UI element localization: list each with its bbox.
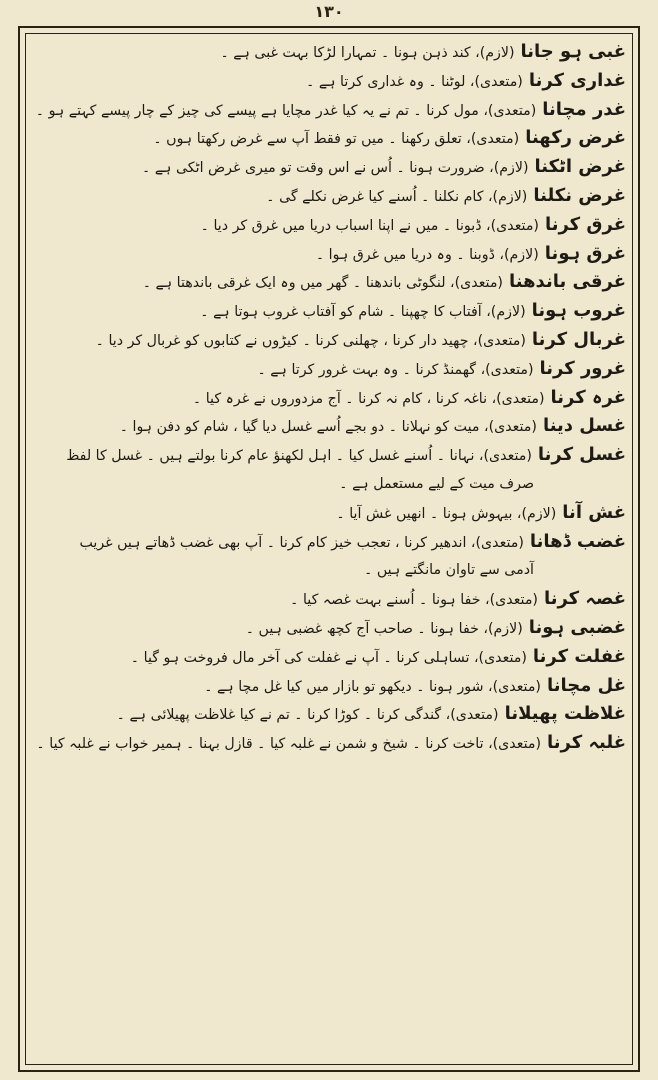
dictionary-entry (34, 441, 626, 470)
entry-headword: غلبہ کرنا (547, 732, 626, 754)
entry-headword: غضبی ہونا (528, 616, 626, 638)
entry-headword: غرق کرنا (544, 213, 626, 235)
entry-definition: (متعدی)، تعلق رکھنا ۔ میں تو فقط آپ سے غرض رکھتا ہوں ۔ (153, 131, 520, 148)
entry-headword: غسل دینا (542, 415, 626, 437)
entry-headword: غسل کرنا (537, 444, 626, 466)
entry-definition: (لازم)، کند ذہن ہونا ۔ تمہارا لڑکا بہت غبی ہے ۔ (220, 45, 515, 61)
entry-headword: غرض رکھنا (525, 127, 626, 149)
entry-headword: غربال کرنا (531, 328, 626, 350)
entry-headword: غفلت کرنا (532, 645, 626, 667)
entry-headword: غدر مچانا (542, 98, 626, 120)
dictionary-entry (34, 528, 626, 557)
dictionary-entry (34, 614, 626, 643)
dictionary-entry (34, 499, 626, 528)
entry-headword: غرض نکلنا (533, 184, 626, 206)
entry-headword: غداری کرنا (528, 69, 626, 91)
dictionary-entry (34, 182, 626, 211)
dictionary-entry (34, 412, 626, 441)
dictionary-entry (34, 211, 626, 240)
dictionary-entry (34, 153, 626, 182)
entry-definition: (متعدی)، نہانا ۔ اُسنے غسل کیا ۔ اہل لکھنؤ عام کرنا بولتے ہیں ۔ غسل کا لفظ (66, 448, 532, 465)
dictionary-entry (34, 67, 626, 96)
entry-headword: غرور کرنا (539, 357, 626, 379)
entry-headword: غضب ڈھانا (529, 530, 626, 552)
dictionary-entry (34, 124, 626, 153)
entry-continuation: صرف میت کے لیے مستعمل ہے ۔ (339, 475, 534, 492)
dictionary-entry (34, 268, 626, 297)
entry-definition: (متعدی)، لوٹنا ۔ وہ غداری کرتا ہے ۔ (306, 73, 523, 90)
entry-headword: غبی ہو جانا (520, 41, 626, 62)
entry-definition: (متعدی)، ڈبونا ۔ میں نے اپنا اسباب دریا میں غرق کر دیا ۔ (200, 217, 539, 234)
dictionary-entries (34, 38, 626, 1056)
entry-headword: غرہ کرنا (550, 386, 626, 408)
entry-headword: غرق ہونا (544, 242, 626, 264)
dictionary-entry (34, 326, 626, 355)
entry-headword: غلاظت پھیلانا (504, 703, 626, 725)
dictionary-entry (34, 585, 626, 614)
dictionary-entry (34, 38, 626, 67)
entry-definition: (متعدی)، اندھیر کرنا ، تعجب خیز کام کرنا ۔ آپ بھی غضب ڈھاتے ہیں غریب (79, 534, 524, 551)
entry-headword: غل مچانا (546, 674, 626, 696)
entry-headword: غرقی باندھنا (508, 271, 626, 293)
page-number: ۱۳۰ (314, 2, 344, 21)
dictionary-entry (34, 643, 626, 672)
entry-headword: غصہ کرنا (543, 588, 626, 610)
entry-definition: (متعدی)، ناغہ کرنا ، کام نہ کرنا ۔ آج مزدوروں نے غرہ کیا ۔ (192, 390, 545, 407)
entry-definition: (لازم)، بیہوش ہونا ۔ انھیں غش آیا ۔ (336, 505, 557, 522)
entry-definition: (متعدی)، تاخت کرنا ۔ شیخ و شمن نے غلبہ کیا ۔ قازل بہنا ۔ ہمیر خواب نے غلبہ کیا ۔ (36, 736, 541, 753)
entry-headword: غش آنا (562, 501, 626, 523)
entry-definition: (لازم)، کام نکلنا ۔ اُسنے کیا غرض نکلے گی ۔ (266, 188, 528, 205)
entry-definition: (لازم)، خفا ہونا ۔ صاحب آج کچھ غضبی ہیں ۔ (245, 620, 523, 637)
entry-definition: (لازم)، ڈوبنا ۔ وہ دریا میں غرق ہوا ۔ (315, 246, 539, 263)
entry-definition: (متعدی)، خفا ہونا ۔ اُسنے بہت غصہ کیا ۔ (290, 592, 538, 609)
dictionary-entry (34, 729, 626, 758)
dictionary-entry (34, 700, 626, 729)
entry-definition: (متعدی)، گندگی کرنا ۔ کوڑا کرنا ۔ تم نے کیا غلاظت پھیلائی ہے ۔ (116, 707, 499, 724)
entry-definition: (متعدی)، میت کو نہلانا ۔ دو بجے اُسے غسل دیا گیا ، شام کو دفن ہوا ۔ (119, 419, 537, 436)
dictionary-entry (34, 355, 626, 384)
entry-headword: غرض اٹکنا (534, 156, 626, 178)
entry-headword: غروب ہونا (531, 300, 626, 322)
dictionary-entry (34, 297, 626, 326)
dictionary-entry (34, 240, 626, 269)
dictionary-entry (34, 672, 626, 701)
entry-continuation: آدمی سے تاوان مانگتے ہیں ۔ (364, 562, 534, 579)
dictionary-entry (34, 96, 626, 125)
entry-definition: (متعدی)، تساہلی کرنا ۔ آپ نے غفلت کی آخر مال فروخت ہو گیا ۔ (130, 649, 527, 666)
dictionary-entry (34, 384, 626, 413)
entry-definition: (متعدی)، لنگوٹی باندھنا ۔ گھر میں وہ ایک غرقی باندھتا ہے ۔ (142, 275, 503, 292)
entry-definition: (لازم)، ضرورت ہونا ۔ اُس نے اس وقت تو میری غرض اٹکی ہے ۔ (142, 160, 529, 177)
entry-definition: (متعدی)، گھمنڈ کرنا ۔ وہ بہت غرور کرتا ہے ۔ (257, 361, 534, 378)
entry-definition: (لازم)، آفتاب کا چھپنا ۔ شام کو آفتاب غروب ہوتا ہے ۔ (200, 304, 526, 321)
entry-definition: (متعدی)، شور ہونا ۔ دیکھو تو بازار میں کیا غل مچا ہے ۔ (204, 678, 541, 695)
entry-definition: (متعدی)، مول کرنا ۔ تم نے یہ کیا غدر مچایا ہے پیسے کی چیز کے چار پیسے کہتے ہو ۔ (35, 102, 537, 119)
entry-definition: (متعدی)، چھید دار کرنا ، چھلنی کرنا ۔ کیڑوں نے کتابوں کو غربال کر دیا ۔ (95, 332, 526, 349)
